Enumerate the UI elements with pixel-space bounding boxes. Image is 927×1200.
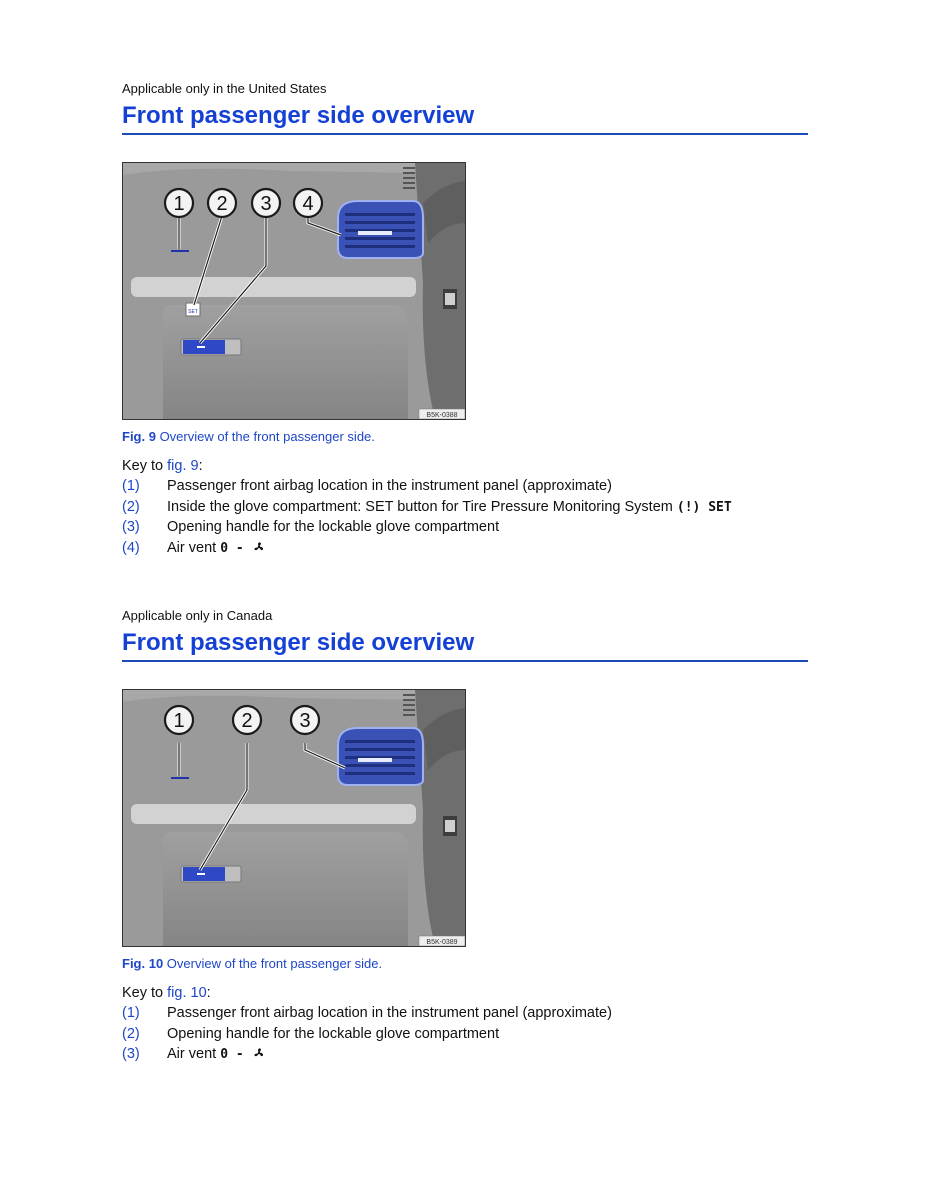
dashboard-illustration: [123, 690, 465, 946]
figure-label: Fig. 10: [122, 956, 164, 971]
figure-caption: [122, 956, 382, 971]
figure-link[interactable]: fig. 10: [167, 985, 207, 1001]
key-item-text-wrap: [167, 1046, 266, 1062]
applicability-note: Applicable only in the United States: [122, 81, 327, 96]
image-code: B5K-0389: [426, 939, 458, 946]
key-item-text-wrap: [167, 540, 266, 556]
section-canada: [122, 608, 808, 662]
key-prefix: Key to: [122, 985, 168, 1001]
fan-icon: [252, 1046, 266, 1060]
key-suffix: :: [198, 458, 203, 474]
key-prefix: Key to: [122, 458, 168, 474]
section-us: [122, 81, 808, 135]
key-item-text-wrap: [167, 499, 732, 515]
figure-10-image: [122, 689, 466, 947]
key-item-text: Air vent: [167, 539, 217, 556]
applicability-note: Applicable only in Canada: [122, 608, 273, 623]
set-button-label: SET: [188, 309, 198, 315]
key-intro: [122, 985, 211, 1001]
key-item-text: Opening handle for the lockable glove compartment: [167, 519, 500, 536]
vent-range-symbol: 0 -: [220, 540, 252, 556]
key-item-number: (2): [122, 498, 140, 515]
key-item-text: Air vent: [167, 1046, 217, 1063]
key-item-text: Opening handle for the lockable glove compartment: [167, 1025, 500, 1042]
callout-2: 2: [216, 193, 228, 215]
key-item-number: (3): [122, 1046, 140, 1063]
key-item-text: Inside the glove compartment: SET button for Tire Pressure Monitoring System: [167, 498, 673, 515]
figure-label: Fig. 9: [122, 429, 156, 444]
image-code: B5K-0388: [426, 412, 458, 419]
callout-3: 3: [299, 710, 311, 732]
key-item-number: (4): [122, 539, 140, 556]
callout-1: 1: [173, 193, 185, 215]
callout-1: 1: [173, 710, 185, 732]
key-item-text: Passenger front airbag location in the instrument panel (approximate): [167, 478, 612, 494]
fan-icon: [252, 540, 266, 554]
callout-2: 2: [241, 710, 253, 732]
dashboard-illustration: [123, 163, 465, 419]
figure-9-image: [122, 162, 466, 420]
figure-caption-text: Overview of the front passenger side.: [163, 956, 383, 971]
figure-caption-text: Overview of the front passenger side.: [155, 429, 375, 444]
figure-caption: [122, 429, 375, 444]
key-item-number: (3): [122, 519, 140, 536]
callout-4: 4: [302, 193, 314, 215]
figure-link[interactable]: fig. 9: [167, 458, 199, 474]
key-suffix: :: [206, 985, 211, 1001]
key-item-number: (2): [122, 1025, 140, 1042]
vent-range-symbol: 0 -: [220, 1047, 252, 1063]
section-title: Front passenger side overview: [122, 629, 808, 662]
key-item-number: (1): [122, 1005, 140, 1021]
tpms-set-symbol: (!) SET: [676, 499, 732, 515]
key-intro: [122, 458, 203, 474]
key-item-text: Passenger front airbag location in the instrument panel (approximate): [167, 1005, 612, 1021]
callout-3: 3: [260, 193, 272, 215]
section-title: Front passenger side overview: [122, 102, 808, 135]
key-item-number: (1): [122, 478, 140, 494]
